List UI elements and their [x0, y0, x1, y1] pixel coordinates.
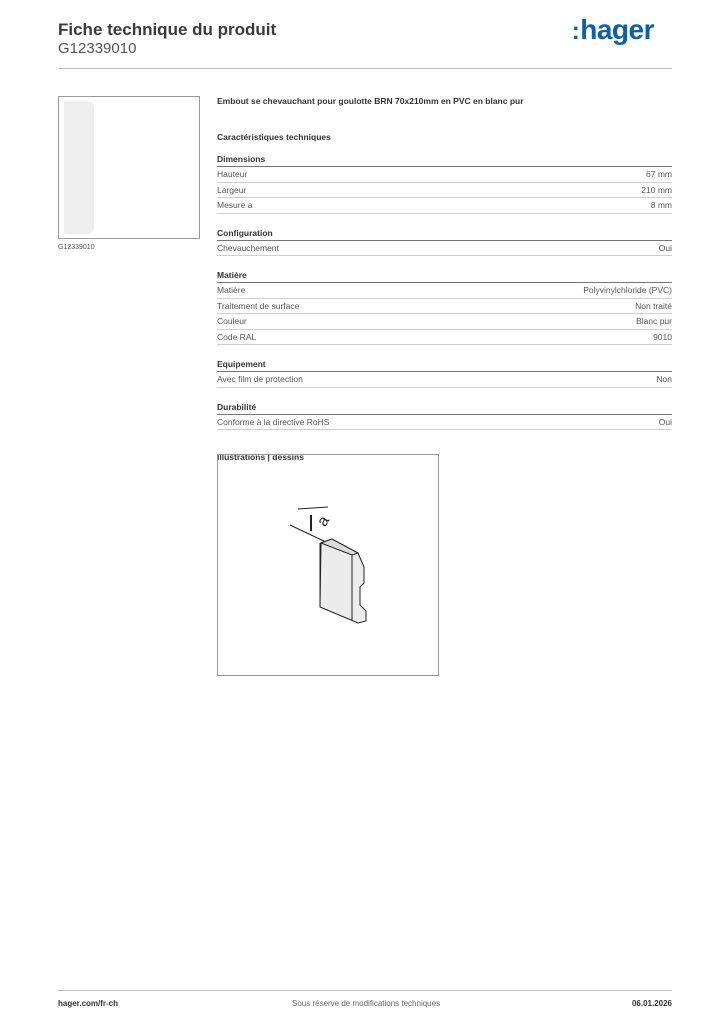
spec-group [217, 154, 672, 214]
spec-row [217, 330, 672, 346]
spec-groups [217, 154, 672, 430]
spec-row [217, 241, 672, 257]
product-thumbnail-shape [64, 101, 94, 234]
end-cap-drawing [218, 455, 440, 677]
spec-group-title: Matière [217, 270, 672, 283]
product-image [58, 96, 200, 239]
spec-value: 210 mm [641, 184, 672, 195]
spec-label: Traitement de surface [217, 300, 300, 311]
spec-value: Blanc pur [636, 316, 672, 326]
spec-row [217, 198, 672, 214]
spec-content [217, 96, 672, 462]
spec-group-title: Dimensions [217, 154, 672, 167]
spec-label: Mesure a [217, 200, 253, 210]
spec-group [217, 402, 672, 431]
spec-group-title: Durabilité [217, 402, 672, 415]
dimension-line [298, 507, 328, 509]
spec-row [217, 372, 672, 388]
page-title: Fiche technique du produit [58, 20, 277, 39]
spec-value: Oui [658, 416, 672, 427]
spec-label: Conforme à la directive RoHS [217, 416, 330, 427]
spec-row [217, 415, 672, 431]
logo-text: hager [580, 14, 654, 45]
spec-label: Couleur [217, 316, 247, 326]
product-image-caption: G12339010 [58, 244, 95, 251]
spec-group-title: Equipement [217, 359, 672, 372]
spec-row [217, 167, 672, 183]
dimension-label: a [313, 513, 334, 530]
spec-label: Matière [217, 285, 246, 295]
spec-value: Polyvinylchloride (PVC) [583, 285, 672, 295]
footer-note: Sous réserve de modifications techniques [292, 999, 441, 1008]
spec-label: Chevauchement [217, 242, 279, 253]
spec-value: Non [656, 374, 672, 384]
spec-row [217, 314, 672, 330]
spec-label: Avec film de protection [217, 374, 303, 384]
spec-value: Non traité [635, 300, 672, 311]
hager-logo: :hager [571, 14, 654, 45]
spec-label: Hauteur [217, 169, 248, 179]
spec-row [217, 283, 672, 299]
spec-label: Code RAL [217, 331, 257, 342]
spec-group [217, 359, 672, 388]
illustrations-title: Illustrations | dessins [217, 452, 304, 462]
spec-value: Oui [658, 242, 672, 253]
specs-title: Caractéristiques techniques [217, 132, 331, 142]
illustration-drawing [217, 454, 439, 676]
product-description: Embout se chevauchant pour goulotte BRN 70x210mm en PVC en blanc pur [217, 96, 524, 106]
header-divider [58, 68, 672, 69]
footer-divider [58, 990, 672, 991]
dimension-line [290, 525, 328, 543]
footer-website-link[interactable]: hager.com/fr-ch [58, 999, 119, 1008]
spec-value: 67 mm [646, 169, 672, 179]
spec-label: Largeur [217, 184, 247, 195]
product-code: G12339010 [58, 40, 137, 57]
spec-row [217, 299, 672, 315]
footer-date: 06.01.2026 [631, 999, 672, 1008]
spec-group [217, 228, 672, 257]
spec-value: 8 mm [650, 200, 672, 210]
spec-row [217, 183, 672, 199]
spec-value: 9010 [653, 331, 672, 342]
spec-group-title: Configuration [217, 228, 672, 241]
spec-group [217, 270, 672, 345]
